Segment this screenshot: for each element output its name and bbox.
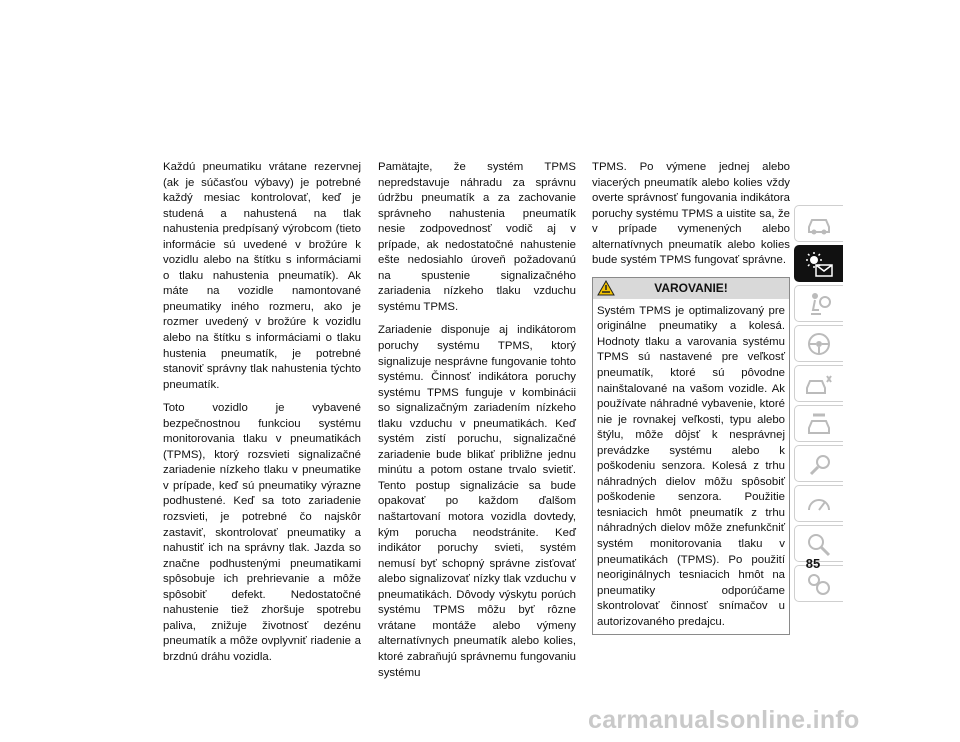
tab-warning-lights[interactable] — [794, 245, 843, 282]
text-column-3 — [592, 160, 790, 635]
watermark: carmanualsonline.info — [588, 706, 860, 734]
warning-header — [593, 278, 789, 299]
warning-text: Systém TPMS je optimalizovaný pre originálne pneumatiky a kolesá. Hodnoty tlaku a varovania systému TPMS sú nastavené pre veľkosť pneumatík, ktoré sú pôvodne nainštalované na vašom vozidle. Ak používate náhradné vybavenie, ktoré nie je rovnakej veľkosti, typu alebo štýlu, môže dôjsť k nesprávnej prevádzke systému alebo k poškodeniu senzora. Kolesá z trhu náhradných dielov môžu spôsobiť poškodenie senzora. Použitie tesniacich hmôt pneumatík z trhu náhradných dielov môže znefunkčniť systém monitorovania tlaku v pneumatikách (TPMS). Po použití neoriginálnych tesniacich hmôt na pneumatiky odporúčame skontrolovať činnosť snímačov u autorizovaného predajcu. — [597, 304, 785, 628]
tab-car-overview[interactable] — [794, 205, 843, 242]
car-overview-icon — [803, 210, 835, 238]
airbag-safety-icon — [803, 290, 835, 318]
tab-emergency[interactable] — [794, 365, 843, 402]
chapter-tabs — [794, 205, 843, 605]
text-column-2 — [378, 160, 576, 689]
car-service-icon — [803, 410, 835, 438]
paragraph: Toto vozidlo je vybavené bezpečnostnou funkciou systému monitorovania tlaku v pneumatikách (TPMS), ktorý rozsvieti signalizačné zariadenie nízkeho tlaku v pneumatike v prípade, keď sú pneumatiky výrazne podhustené. Keď sa toto zariadenie rozsvieti, je potrebné čo najskôr zastaviť, skontrolovať pneumatiky a nahustiť ich na správny tlak. Jazda so značne podhustenými pneumatikami spôsobuje ich prehrievanie a môže spôsobiť defekt. Nedostatočné nahustenie tiež zhoršuje spotrebu paliva, znižuje životnosť dezénu pneumatík a môže ovplyvniť riadenie a brzdnú dráhu vozidla. — [163, 402, 361, 663]
gauge-specifications-icon — [803, 490, 835, 518]
paragraph: Pamätajte, že systém TPMS nepredstavuje náhradu za správnu údržbu pneumatík a za zachovanie správneho nahustenia pneumatík nesie zodpovednosť vodič aj v prípade, ak nedostatočné nahustenie ešte nedosiahlo úroveň požadovanú na spustenie signalizačného zariadenia nízkeho tlaku vzduchu systému TPMS. — [378, 161, 576, 313]
tab-driving[interactable] — [794, 325, 843, 362]
paragraph: TPMS. Po výmene jednej alebo viacerých pneumatík alebo kolies vždy overte správnosť fungovania indikátora poruchy systému TPMS a uistite sa, že v prípade vymenených alebo alternatívnych pneumatík alebo kolies bude systém TPMS fungovať správne. — [592, 161, 790, 267]
steering-wheel-icon — [803, 330, 835, 358]
paragraph: Zariadenie disponuje aj indikátorom poruchy systému TPMS, ktorý signalizuje nesprávne fungovanie tohto systému. Činnosť indikátora poruchy systému TPMS funguje v kombinácii so signalizačným zariadením nízkeho tlaku vzduchu v pneumatikách. Keď systém zistí poruchu, signalizačné zariadenie bude blikať približne jednu minútu a potom ostane trvalo svietiť. Tento postup signalizácie sa bude opakovať po každom ďalšom naštartovaní motora vozidla dovtedy, kým porucha neodstránite. Keď indikátor poruchy svieti, systém nemusí byť schopný správne zisťovať alebo signalizovať nízky tlak vzduchu v pneumatikách. Dôvody výskytu porúch systému TPMS môžu byť rôzne vrátane montáže alebo výmeny alternatívnych pneumatík alebo kolies, ktoré zabraňujú správnemu fungovaniu systému — [378, 324, 576, 679]
tools-maintenance-icon — [803, 450, 835, 478]
multilanguage-icon — [803, 570, 835, 598]
tab-maintenance[interactable] — [794, 445, 843, 482]
warning-light-message-icon — [803, 250, 835, 278]
warning-title: VAROVANIE! — [654, 280, 728, 295]
warning-triangle-icon — [597, 280, 615, 296]
car-crash-emergency-icon — [803, 370, 835, 398]
tab-specifications[interactable] — [794, 485, 843, 522]
paragraph: Každú pneumatiku vrátane rezervnej (ak je súčasťou výbavy) je potrebné každý mesiac kontrolovať, keď je studená a nahustená na tlak nahustenia predpísaný výrobcom (tieto informácie sú uvedené v brožúre k vozidlu alebo na štítku s informáciami o tlaku nahustenia pneumatík). Ak máte na vozidle namontované pneumatiky iného rozmeru, ako je rozmer uvedený v brožúre k vozidlu alebo na štítku s informáciami o tlaku hustenia pneumatík, je potrebné stanoviť správny tlak nahustenia týchto pneumatík. — [163, 161, 361, 391]
tab-service[interactable] — [794, 405, 843, 442]
tab-safety[interactable] — [794, 285, 843, 322]
warning-box — [592, 277, 790, 635]
page-number: 85 — [805, 556, 821, 571]
magnifier-index-icon — [803, 530, 835, 558]
text-column-1 — [163, 160, 361, 674]
